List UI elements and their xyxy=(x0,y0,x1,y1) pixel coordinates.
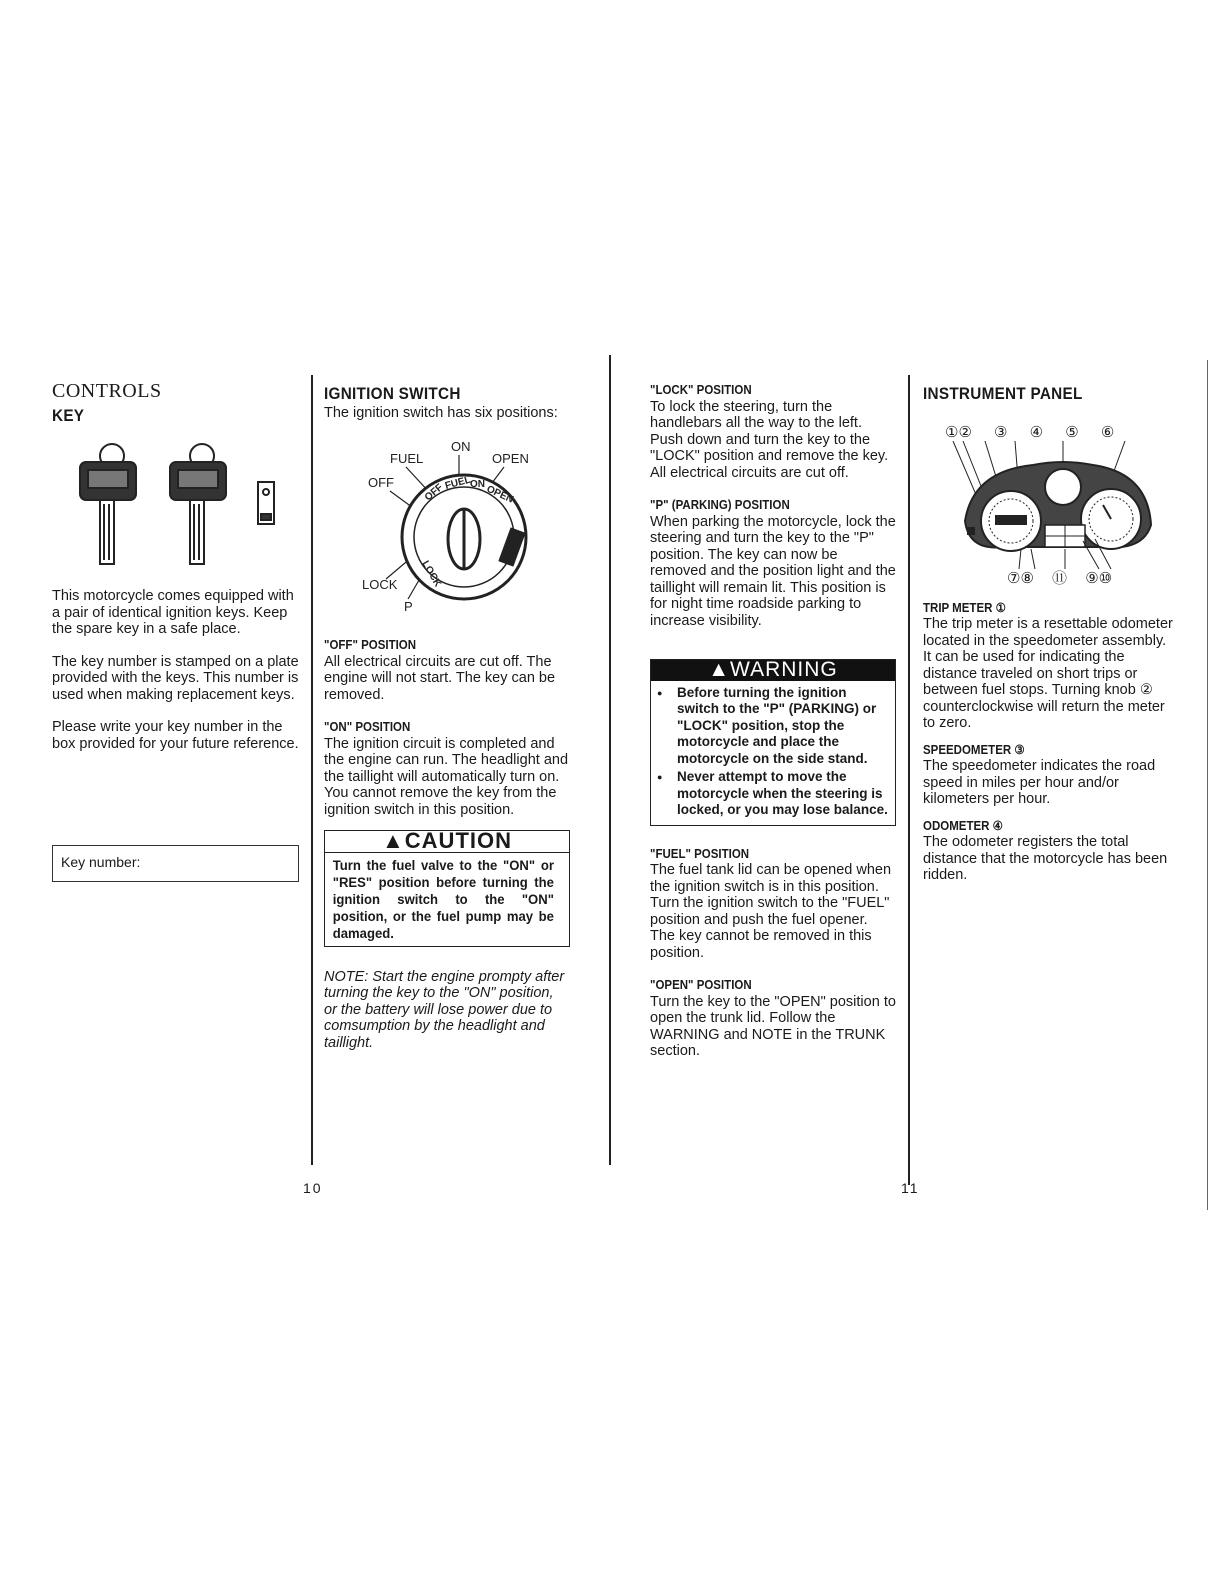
off-text: All electrical circuits are cut off. The engine will not start. The key can be removed. xyxy=(324,653,556,703)
page-number-left: 10 xyxy=(303,1180,323,1196)
instrument-callouts-bottom: ⑦⑧ ⑪ ⑨⑩ xyxy=(1007,570,1113,587)
diagram-label-open: OPEN xyxy=(492,451,529,466)
column-ignition xyxy=(324,386,570,1051)
svg-text:ON: ON xyxy=(470,479,485,490)
p-text: When parking the motorcycle, lock the steering and turn the key to the "P" position. The key can now be removed and the position light and the taillight will remain lit. This position is for night time roadside parking to increase visibility. xyxy=(650,513,896,629)
warning-title: ▲WARNING xyxy=(651,660,895,681)
diagram-label-fuel: FUEL xyxy=(390,451,424,466)
lock-text: To lock the steering, turn the handlebars all the way to the left. Push down and turn the key to the "LOCK" position and remove the key. All electrical circuits are cut off. xyxy=(650,398,889,481)
column-instrument xyxy=(923,386,1173,884)
caution-title: ▲CAUTION xyxy=(325,831,569,853)
key-number-box[interactable] xyxy=(52,845,299,882)
trip-text: The trip meter is a resettable odometer located in the speedometer assembly. It can be used for indicating the distance traveled on short trips or between fuel stops. Turning knob ② counterclockwise will return the meter to zero. xyxy=(923,616,1173,731)
section-title: CONTROLS xyxy=(52,380,162,402)
instrument-panel-illustration xyxy=(923,441,1173,571)
column-key xyxy=(52,380,300,768)
diagram-label-lock: LOCK xyxy=(362,577,398,592)
diagram-label-p: P xyxy=(404,599,413,614)
on-text: The ignition circuit is completed and the engine can run. The headlight and the taillight will automatically turn on. You cannot remove the key from the ignition switch in this position. xyxy=(324,735,569,818)
warning-item: ● Never attempt to move the motorcycle when the steering is locked, or you may lose balance. xyxy=(677,769,889,819)
warning-item: ● Before turning the ignition switch to the "P" (PARKING) or "LOCK" position, stop the motorcycle and place the motorcycle on the side stand. xyxy=(677,685,889,768)
key-paragraph-1: This motorcycle comes equipped with a pair of identical ignition keys. Keep the spare key in a safe place. xyxy=(52,588,294,637)
keys-illustration xyxy=(52,434,300,574)
svg-text:OFF: OFF xyxy=(422,482,446,504)
warning-triangle-icon: ▲ xyxy=(382,828,405,853)
column-positions xyxy=(650,382,896,1060)
caution-box xyxy=(324,830,570,947)
caution-text: Turn the fuel valve to the "ON" or "RES" position before turning the ignition switch to the "ON" position, or the fuel pump may be damaged. xyxy=(332,857,554,941)
key-number-plate-icon xyxy=(258,482,274,524)
lock-heading: "LOCK" POSITION xyxy=(650,383,752,397)
key-number-label: Key number: xyxy=(61,854,141,870)
key-icon xyxy=(80,444,136,564)
ignition-intro: The ignition switch has six positions: xyxy=(324,404,558,421)
diagram-label-off: OFF xyxy=(368,475,394,490)
p-heading: "P" (PARKING) POSITION xyxy=(650,498,790,512)
off-heading: "OFF" POSITION xyxy=(324,638,417,652)
fuel-heading: "FUEL" POSITION xyxy=(650,846,750,861)
page-edge-line xyxy=(1207,360,1208,1210)
open-heading: "OPEN" POSITION xyxy=(650,978,752,992)
odo-heading: ODOMETER ④ xyxy=(923,818,1003,833)
column-divider-left xyxy=(311,375,313,1165)
instrument-heading: INSTRUMENT PANEL xyxy=(923,384,1083,403)
svg-text:FUEL: FUEL xyxy=(443,474,472,492)
open-text: Turn the key to the "OPEN" position to open the trunk lid. Follow the WARNING and NOTE in the TRUNK section. xyxy=(650,993,896,1059)
key-paragraph-2: The key number is stamped on a plate provided with the keys. This number is used when making replacement keys. xyxy=(52,653,299,703)
fuel-text: The fuel tank lid can be opened when the ignition switch is in this position. Turn the ignition switch to the "FUEL" position and push the fuel opener. The key cannot be removed in this position. xyxy=(650,862,892,961)
speed-heading: SPEEDOMETER ③ xyxy=(923,742,1025,757)
key-paragraph-3: Please write your key number in the box provided for your future reference. xyxy=(52,719,299,752)
ignition-switch-diagram xyxy=(324,433,570,633)
key-icon xyxy=(170,444,226,564)
trip-heading: TRIP METER ① xyxy=(923,600,1006,615)
fuel-gauge-icon xyxy=(1045,469,1081,505)
note-text: NOTE: Start the engine prompty after turning the key to the "ON" position, or the battery will lose power due to comsumption by the headlight and taillight. xyxy=(324,968,565,1051)
svg-text:LOCK: LOCK xyxy=(419,559,444,590)
key-heading: KEY xyxy=(52,405,85,425)
on-heading: "ON" POSITION xyxy=(324,720,411,734)
speed-text: The speedometer indicates the road speed in miles per hour and/or kilometers per hour. xyxy=(923,758,1156,807)
column-divider-right xyxy=(908,375,910,1185)
column-divider-center xyxy=(609,355,611,1165)
diagram-label-on: ON xyxy=(451,439,471,454)
odo-text: The odometer registers the total distance that the motorcycle has been ridden. xyxy=(923,834,1168,883)
warning-triangle-icon: ▲ xyxy=(708,658,731,681)
warning-box xyxy=(650,659,896,826)
instrument-callouts-top: ①② ③ ④ ⑤ ⑥ xyxy=(945,423,1115,441)
warning-list xyxy=(651,681,895,825)
svg-text:OPEN: OPEN xyxy=(484,483,516,506)
ignition-heading: IGNITION SWITCH xyxy=(324,384,461,403)
page-number-right: 11 xyxy=(901,1180,920,1196)
